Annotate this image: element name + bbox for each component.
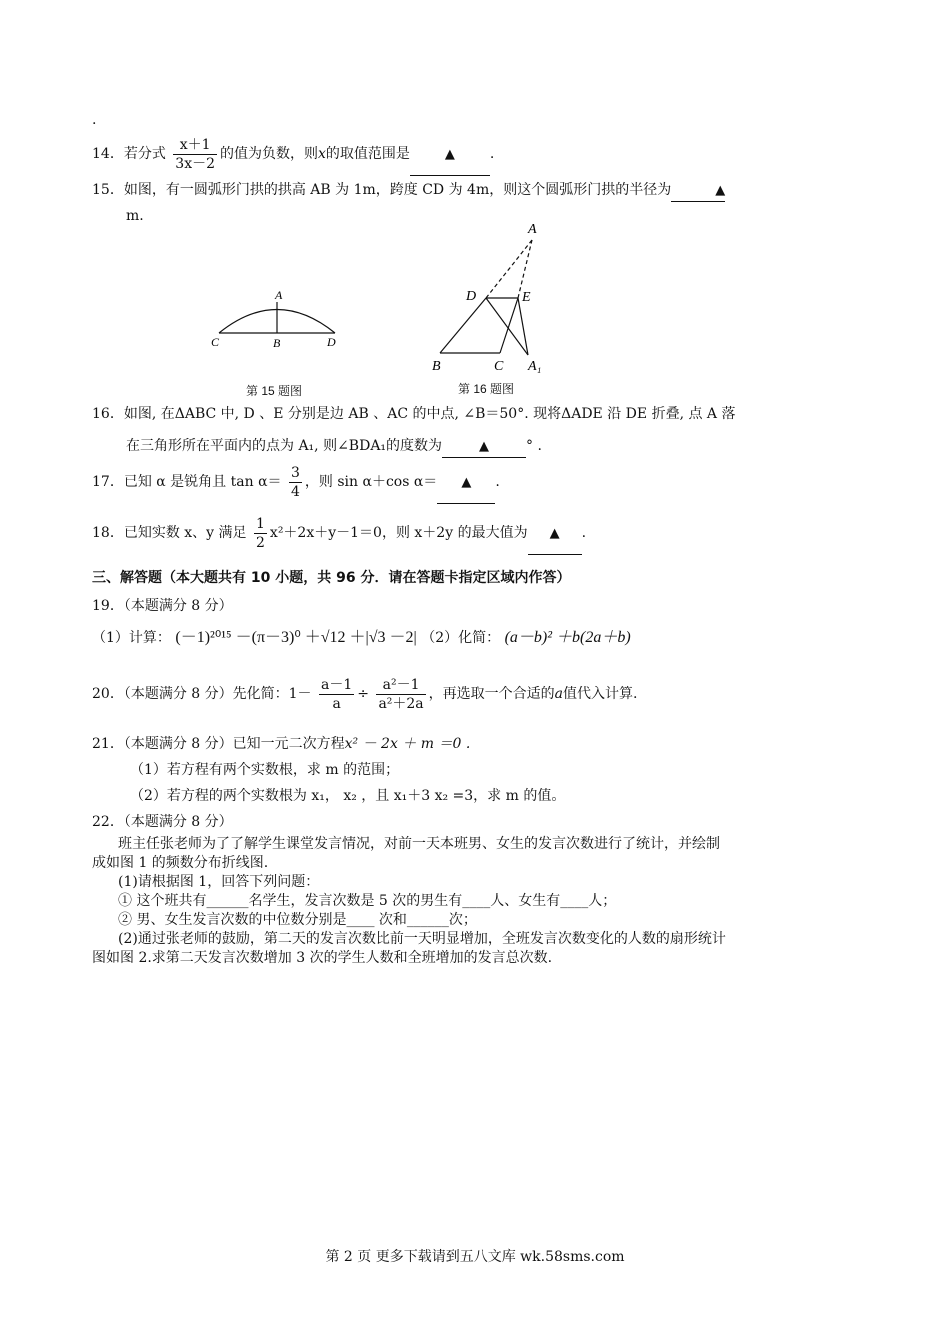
q21-sub-2: （2）若方程的两个实数根为 x₁， x₂ ，且 x₁＋3 x₂ =3，求 m 的值。 [130,788,566,804]
q22-heading: 22．（本题满分 8 分） [92,814,233,830]
q18-frac-den: 2 [256,534,265,551]
q17-frac-num: 3 [290,464,300,481]
q15-unit: m. [126,208,144,224]
q15-number: 15． [92,182,124,198]
question-17 [92,462,500,502]
q21-sub-1: （1）若方程有两个实数根，求 m 的范围； [130,762,400,778]
fig16-side-ea1 [518,298,528,355]
question-20 [92,672,637,716]
question-21 [92,734,470,754]
q18-number: 18． [92,525,124,541]
q20-head: 20．（本题满分 8 分）先化简：1－ [92,686,312,702]
q17-pre: 已知 α 是锐角且 tan α＝ [123,474,282,490]
q14-post: 的值为负数，则 [220,146,318,162]
q18-frac-num: 1 [256,515,265,532]
q16-line2b: ° . [526,438,542,454]
fig16-label-e: E [522,290,531,305]
stray-dot: . [92,112,97,128]
fig16-side-bd [440,298,486,353]
q20-f1-num: a－1 [320,676,353,693]
question-14 [92,134,494,174]
q20-post2: 值代入计算. [563,686,638,702]
q19-part1-label: （1）计算： [92,630,171,646]
q17-post: ，则 sin α＋cos α＝ [304,474,438,490]
q20-f2-num: a²－1 [376,676,425,695]
fig16-label-b: B [432,359,441,374]
q19-part2-label: （2）化简： [421,630,501,646]
q16-line2 [126,436,542,458]
q22-para-3: (1)请根据图 1，回答下列问题： [118,874,320,890]
q20-f1-den: a [332,695,341,712]
q14-frac-den: 3x－2 [175,155,215,172]
q15-text: 如图，有一圆弧形门拱的拱高 AB 为 1m，跨度 CD 为 4m，则这个圆弧形门拱的半径为 [123,182,672,198]
q14-frac-num: x＋1 [173,136,217,155]
q16-number: 16． [92,406,124,422]
fig15-label-d: D [327,335,336,349]
q19-expression-2: (a－b)² ＋b(2a＋b) [504,629,631,646]
q14-end: . [489,146,495,162]
q17-frac-den: 4 [290,483,300,500]
fig15-label-b: B [273,336,281,350]
q18-post: x²＋2x＋y－1＝0，则 x＋2y 的最大值为 [269,525,528,541]
fig16-side-ce [500,298,518,353]
q16-line2a: 在三角形所在平面内的点为 A₁, 则∠BDA₁的度数为 [126,438,443,454]
q18-pre: 已知实数 x、y 满足 [123,525,247,541]
fig15-label-c: C [211,335,220,349]
fig16-label-a1: A₁ [528,359,542,374]
fig16-label-a: A [528,222,537,237]
page-footer: 第 2 页 更多下载请到五八文库 wk.58sms.com [325,1249,625,1265]
q19-expression-1: (－1)²⁰¹⁵ －(π－3)⁰ ＋√12 ＋|√3 －2| [175,629,417,646]
q22-para-7: 图如图 2.求第二天发言次数增加 3 次的学生人数和全班增加的发言总次数. [92,950,553,966]
q21-equation: x² － 2x ＋ m ＝0 . [344,736,471,752]
q18-end: . [581,525,587,541]
q22-para-2: 成如图 1 的频数分布折线图. [92,855,269,871]
figure-16-triangle [428,218,558,378]
figure-15-arch [205,286,345,356]
question-16 [92,404,735,424]
q19-parts [92,628,631,648]
q18-fraction [254,515,267,552]
q16-line1: 如图, 在ΔABC 中, D 、E 分别是边 AB 、AC 的中点, ∠B＝50°. 现将ΔADE 沿 DE 折叠, 点 A 落 [123,406,736,422]
q20-var: a [554,686,564,702]
q14-answer-blank[interactable]: ▲ [410,135,490,176]
section-3-heading: 三、解答题（本大题共有 10 小题，共 96 分．请在答题卡指定区域内作答） [92,570,571,586]
q20-post: ，再选取一个合适的 [428,686,555,702]
q14-post2: 的取值范围是 [325,146,410,162]
q16-answer-blank[interactable]: ▲ [442,437,526,458]
question-18 [92,513,586,553]
q19-heading: 19．（本题满分 8 分） [92,598,233,614]
q20-f2-den: a²＋2a [378,695,424,712]
q20-fraction-2 [376,676,425,713]
q22-para-1: 班主任张老师为了了解学生课堂发言情况，对前一天本班男、女生的发言次数进行了统计，并绘制 [118,836,720,852]
q18-answer-blank[interactable]: ▲ [528,514,582,555]
fig15-caption: 第 15 题图 [246,384,303,398]
q22-para-6: (2)通过张老师的鼓励，第二天的发言次数比前一天明显增加，全班发言次数变化的人数的扇形统计 [118,931,726,947]
q20-divide: ÷ [357,686,369,702]
q14-pre: 若分式 [123,146,166,162]
q22-para-5: ② 男、女生发言次数的中位数分别是____ 次和______次； [118,912,477,928]
fig16-side-da1 [486,298,528,355]
fig16-label-c: C [494,359,504,374]
q21-head: 21．（本题满分 8 分）已知一元二次方程 [92,736,345,752]
fig15-label-a: A [275,288,283,302]
question-15 [92,180,725,202]
q17-fraction [289,464,302,501]
q17-answer-blank[interactable]: ▲ [437,463,495,504]
q20-fraction-1 [319,676,354,713]
q17-number: 17． [92,474,124,490]
q22-para-4: ① 这个班共有______名学生，发言次数是 5 次的男生有____人、女生有____人； [118,893,617,909]
q17-end: . [495,474,500,490]
q15-answer-blank[interactable]: ▲ [671,181,725,202]
fig16-caption: 第 16 题图 [458,382,515,396]
q14-fraction [173,136,217,173]
q14-var: x [318,146,326,162]
q14-number: 14． [92,146,124,162]
fig16-label-d: D [466,289,477,304]
